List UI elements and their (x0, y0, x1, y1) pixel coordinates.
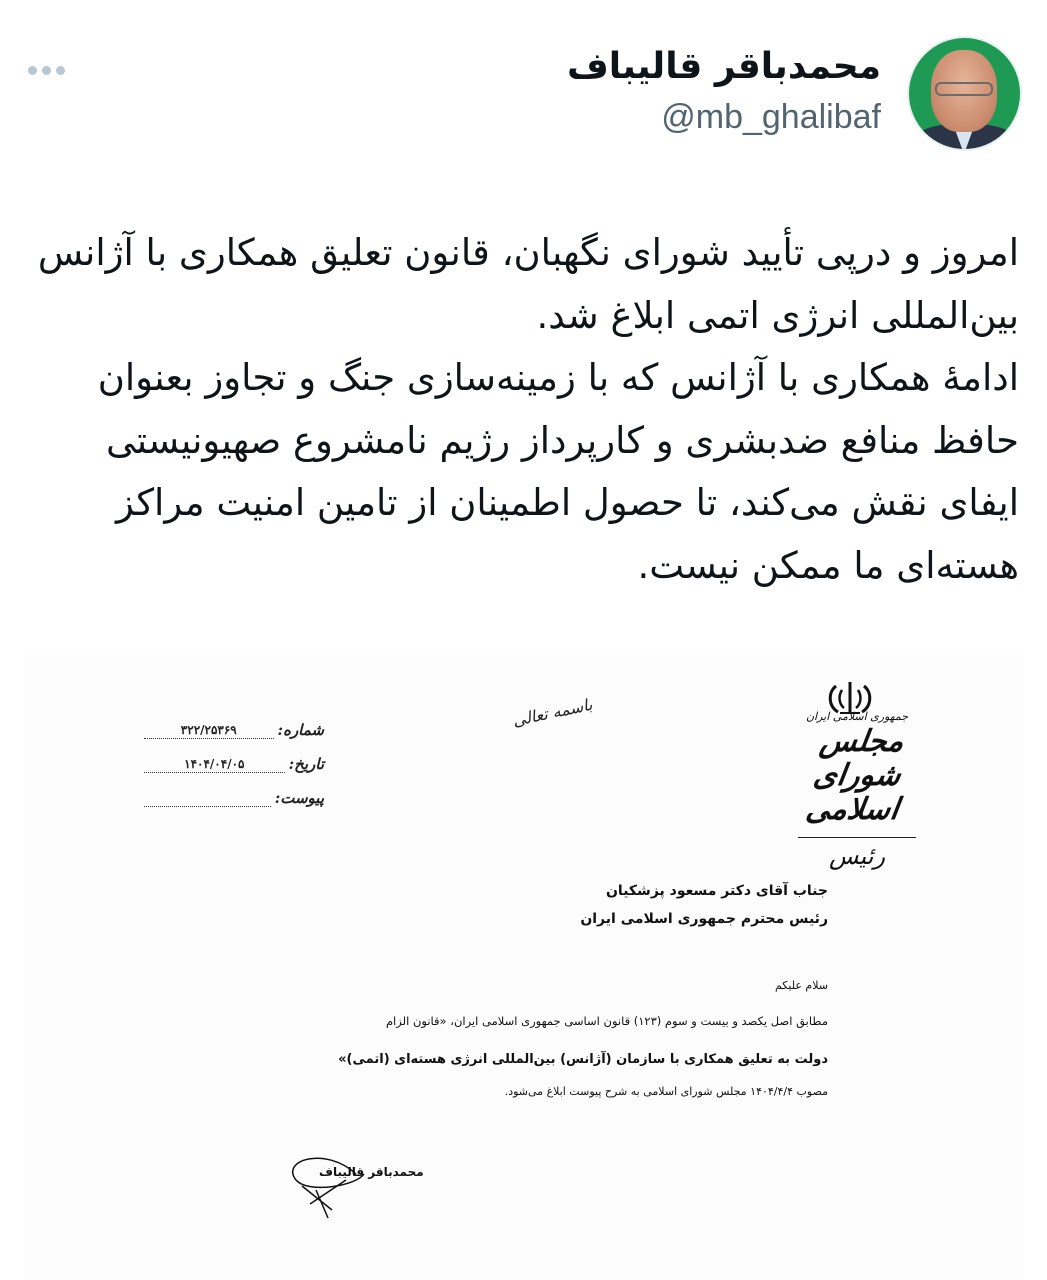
more-horizontal-icon (56, 66, 65, 75)
signature-icon (286, 1150, 446, 1220)
avatar-glasses (935, 82, 993, 96)
meta-number-label: شماره: (277, 721, 324, 739)
addressee-line: جناب آقای دکتر مسعود پزشکیان (605, 883, 828, 899)
meta-date-label: تاریخ: (288, 755, 324, 773)
signatory-name: محمدباقر قالیباف (319, 1165, 424, 1179)
meta-date-row (144, 739, 324, 773)
document-body (228, 877, 828, 1098)
letterhead-title: رئیس (828, 842, 886, 870)
salutation: سلام علیکم (774, 979, 828, 992)
avatar[interactable] (909, 38, 1020, 149)
meta-number-row (144, 705, 324, 739)
author-display-name[interactable]: محمدباقر قالیباف (566, 46, 881, 87)
letterhead-republic: جمهوری اسلامی ایران (805, 710, 909, 723)
meta-attachment-row (144, 773, 324, 807)
author-handle[interactable]: @mb_ghalibaf (661, 98, 881, 136)
document-paragraph: مصوب ۱۴۰۴/۴/۴ مجلس شورای اسلامی به شرح پیوست ابلاغ می‌شود. (504, 1085, 828, 1098)
letterhead-divider (798, 837, 916, 838)
meta-date-value: ۱۴۰۴/۰۴/۰۵ (144, 757, 285, 773)
tweet-header (0, 34, 1047, 154)
more-horizontal-icon (28, 66, 37, 75)
addressee-line: رئیس محترم جمهوری اسلامی ایران (580, 911, 828, 927)
attached-document-image[interactable] (24, 655, 1024, 1280)
tweet-text (19, 222, 1019, 597)
document-paragraph: مطابق اصل یکصد و بیست و سوم (۱۲۳) قانون اساسی جمهوری اسلامی ایران، «قانون الزام (385, 1014, 828, 1028)
letterhead-institution: مجلس شورای اسلامی (803, 724, 907, 827)
meta-attachment-label: پیوست: (274, 789, 324, 807)
more-options-button[interactable] (28, 62, 72, 78)
tweet-paragraph: امروز و درپی تأیید شورای نگهبان، قانون تعلیق همکاری با آژانس بین‌المللی انرژی اتمی ابلاغ شد. (37, 231, 1019, 337)
bismillah-heading: باسمه تعالی (510, 694, 594, 731)
document-paragraph: دولت به تعلیق همکاری با سازمان (آژانس) بین‌المللی انرژی هسته‌ای (اتمی)» (338, 1052, 828, 1067)
meta-attachment-value (144, 791, 271, 807)
document-meta (144, 705, 324, 807)
more-horizontal-icon (42, 66, 51, 75)
letterhead (782, 710, 932, 870)
meta-number-value: ۳۲۲/۲۵۳۶۹ (144, 723, 274, 739)
tweet-paragraph: ادامهٔ همکاری با آژانس که با زمینه‌سازی جنگ و تجاوز بعنوان حافظ منافع ضدبشری و کارپرداز رژیم نامشروع صهیونیستی ایفای نقش می‌کند، تا حصول اطمینان از تامین امنیت مراکز هسته‌ای ما ممکن نیست. (97, 356, 1019, 587)
